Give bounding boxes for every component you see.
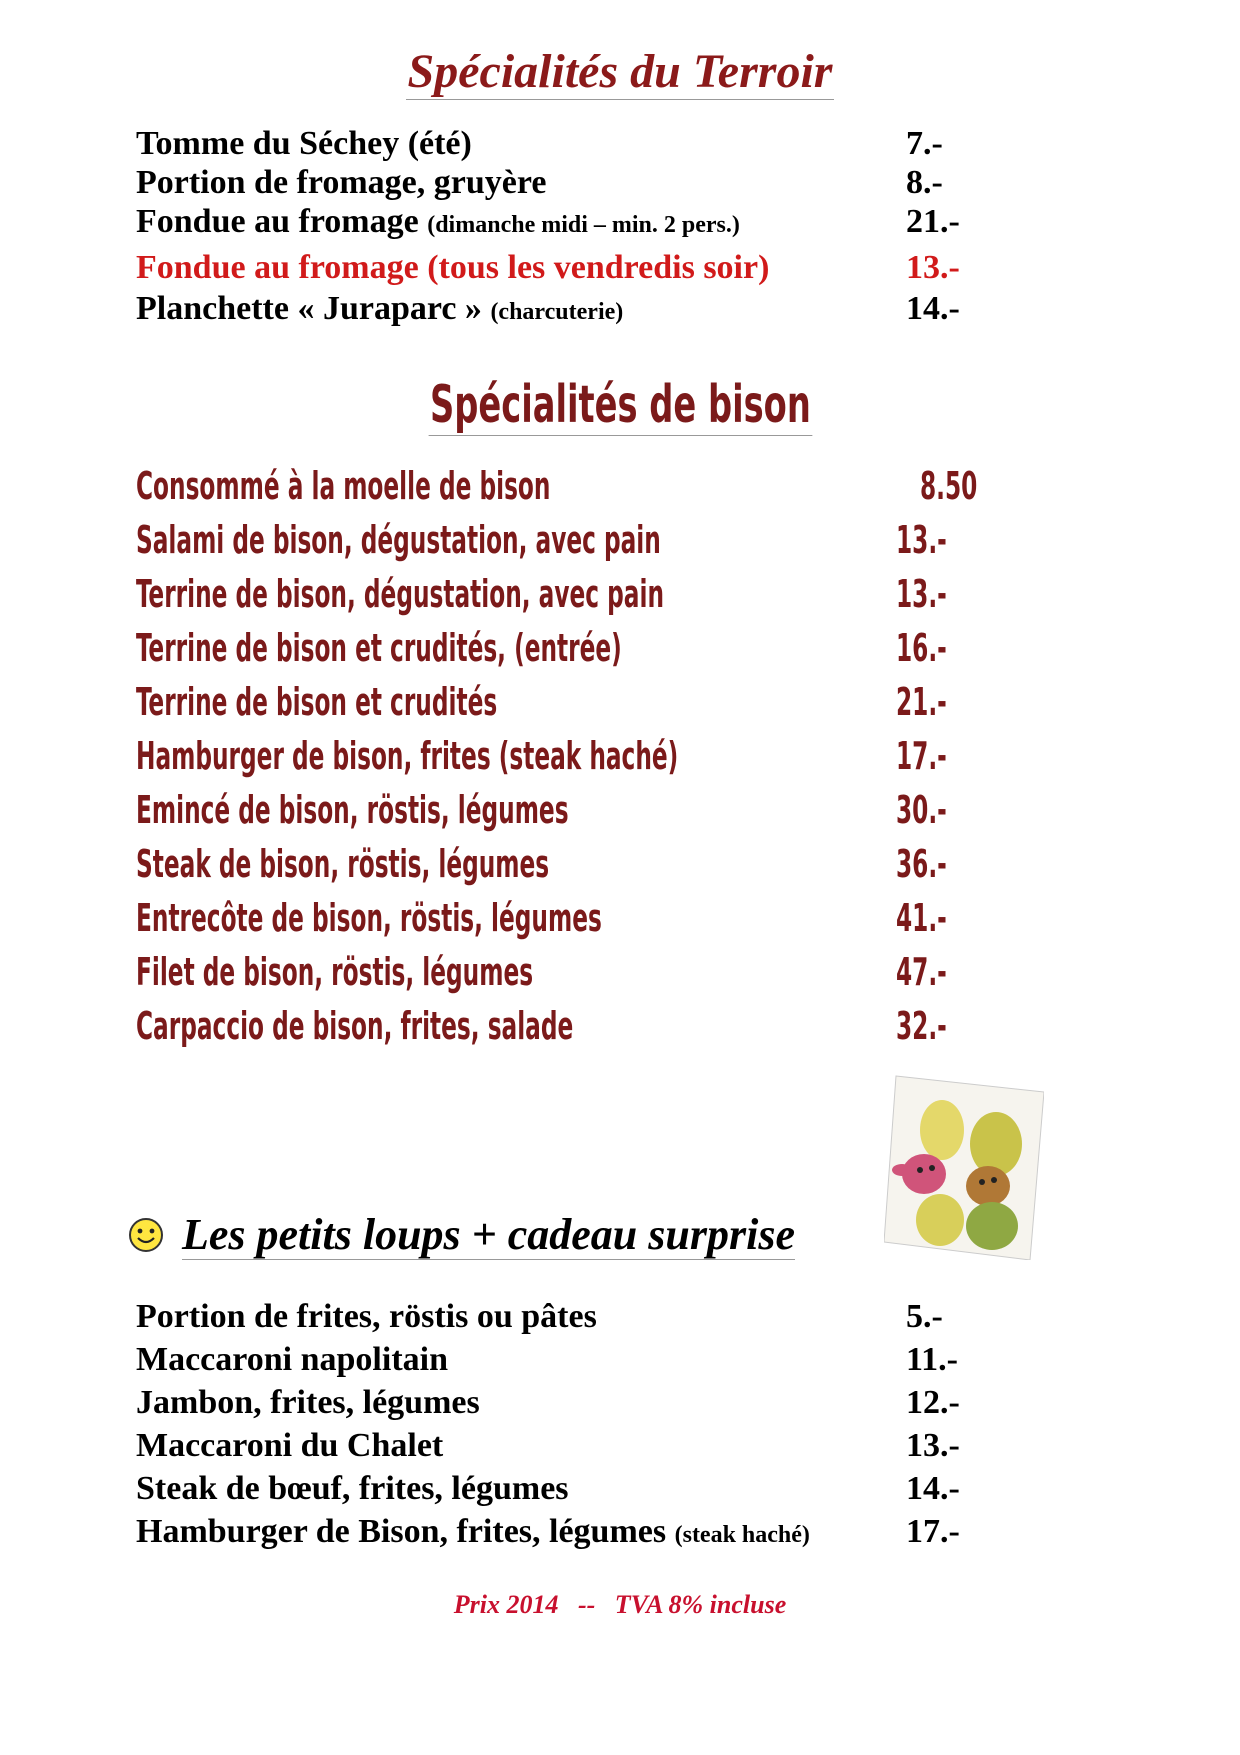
menu-item: Terrine de bison et crudités, (entrée) 16.- [136, 626, 947, 670]
menu-item: Fondue au fromage (dimanche midi – min. 2 pers.) 21.- [136, 203, 960, 240]
menu-item: Tomme du Séchey (été) 7.- [136, 125, 943, 162]
menu-item: Jambon, frites, légumes 12.- [136, 1384, 960, 1421]
menu-item: Emincé de bison, röstis, légumes 30.- [136, 788, 947, 832]
price-footer: Prix 2014 -- TVA 8% incluse [453, 1590, 787, 1619]
menu-item: Terrine de bison, dégustation, avec pain 13.- [136, 572, 947, 616]
bison-title: Spécialités de bison [429, 375, 811, 435]
menu-item: Hamburger de Bison, frites, légumes (steak haché) 17.- [136, 1513, 960, 1550]
menu-item: Hamburger de bison, frites (steak haché) 17.- [136, 734, 947, 778]
menu-item: Portion de frites, röstis ou pâtes 5.- [136, 1298, 943, 1335]
menu-item: Salami de bison, dégustation, avec pain 13.- [136, 518, 947, 562]
smiley-icon [128, 1217, 164, 1253]
kids-title: Les petits loups + cadeau surprise [128, 1212, 795, 1258]
menu-item: Entrecôte de bison, röstis, légumes 41.- [136, 896, 947, 940]
menu-item: Filet de bison, röstis, légumes 47.- [136, 950, 947, 994]
plush-toys-photo [884, 1070, 1044, 1260]
menu-item-highlight: Fondue au fromage (tous les vendredis soir) 13.- [136, 249, 960, 286]
menu-item: Planchette « Juraparc » (charcuterie) 14.- [136, 290, 960, 327]
menu-item: Portion de fromage, gruyère 8.- [136, 164, 943, 201]
terroir-title: Spécialités du Terroir [0, 44, 1240, 100]
menu-item: Maccaroni du Chalet 13.- [136, 1427, 960, 1464]
menu-item: Consommé à la moelle de bison 8.50 [136, 464, 978, 508]
menu-item: Carpaccio de bison, frites, salade 32.- [136, 1004, 947, 1048]
menu-item: Terrine de bison et crudités 21.- [136, 680, 947, 724]
menu-item: Maccaroni napolitain 11.- [136, 1341, 958, 1378]
menu-item: Steak de bœuf, frites, légumes 14.- [136, 1470, 960, 1507]
menu-item: Steak de bison, röstis, légumes 36.- [136, 842, 947, 886]
